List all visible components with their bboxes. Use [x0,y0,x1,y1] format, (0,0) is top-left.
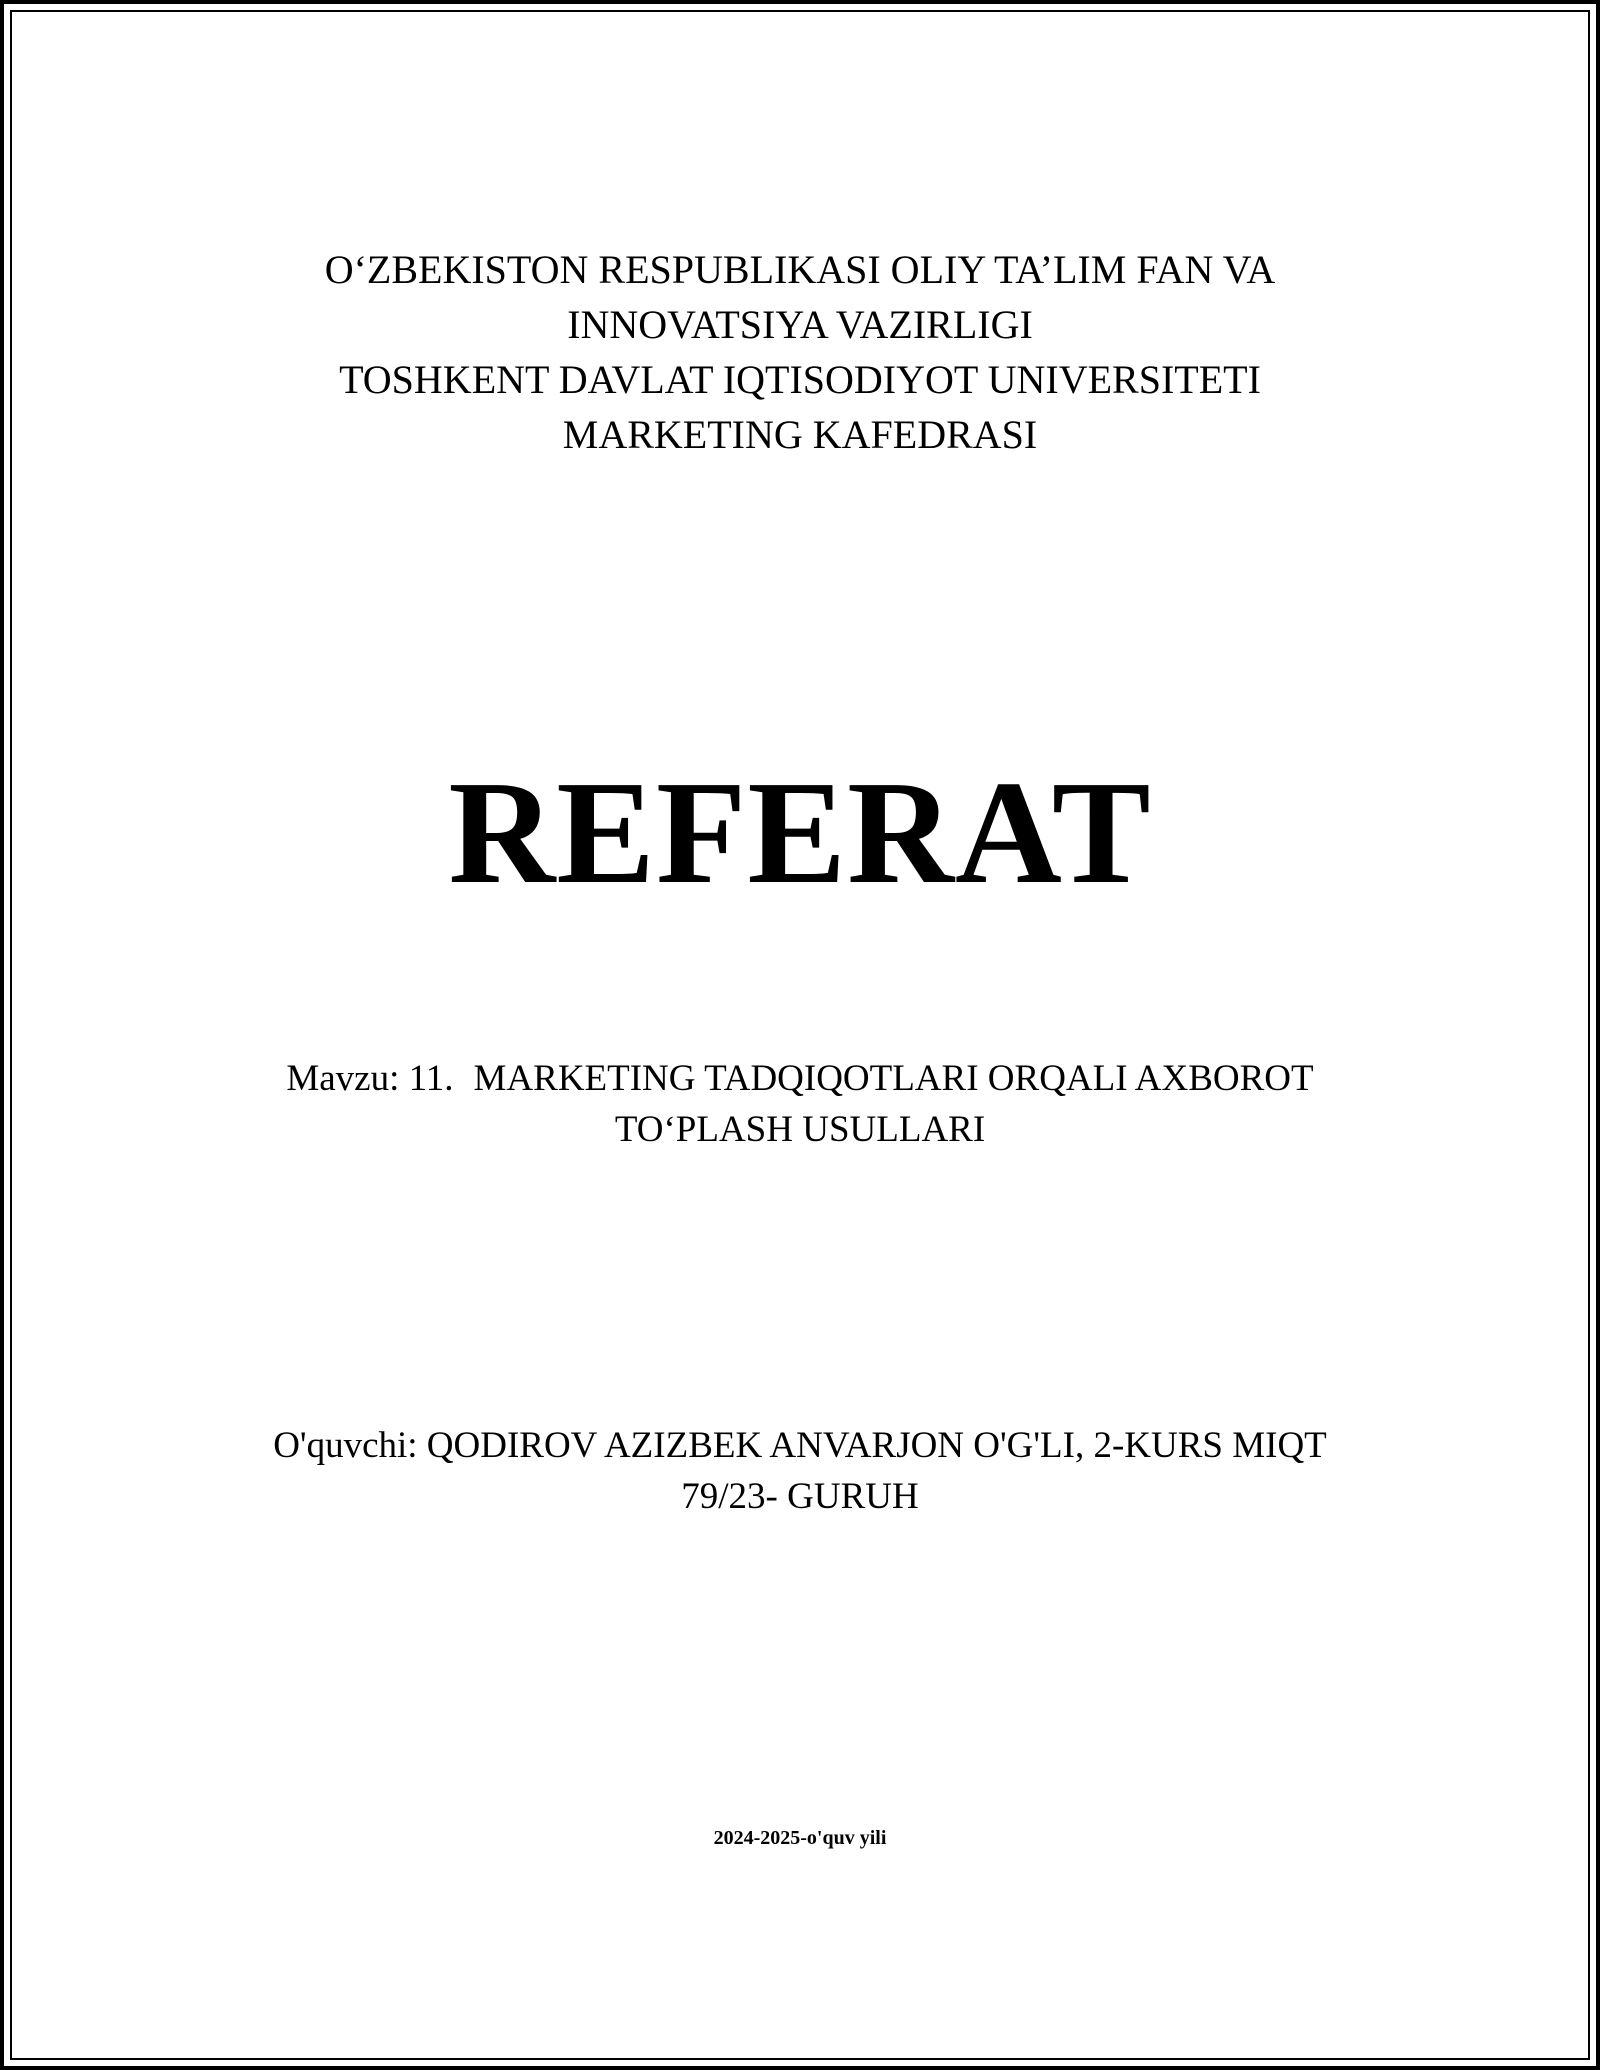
student-line-2: 79/23- GURUH [681,1476,919,1517]
document-title: REFERAT [448,751,1152,915]
topic-line-1 [0,1053,1600,1104]
student-section [0,1420,1600,1522]
topic-section [0,1053,1600,1155]
student-line-1: O'quvchi: QODIROV AZIZBEK ANVARJON O'G'LI, 2-KURS MIQT [273,1425,1327,1466]
topic-label: Mavzu: 11. [286,1058,454,1099]
header-line: INNOVATSIYA VAZIRLIGI [567,302,1033,347]
topic-text-line-2: TO‘PLASH USULLARI [614,1109,986,1150]
header-line: O‘ZBEKISTON RESPUBLIKASI OLIY TA’LIM FAN VA [324,247,1276,292]
academic-year: 2024-2025-o'quv yili [713,1827,887,1849]
header-line: MARKETING KAFEDRASI [562,412,1038,457]
institution-header [0,242,1600,462]
header-line: TOSHKENT DAVLAT IQTISODIYOT UNIVERSITETI [339,357,1261,402]
topic-text-line-1: MARKETING TADQIQOTLARI ORQALI AXBOROT [473,1058,1314,1099]
